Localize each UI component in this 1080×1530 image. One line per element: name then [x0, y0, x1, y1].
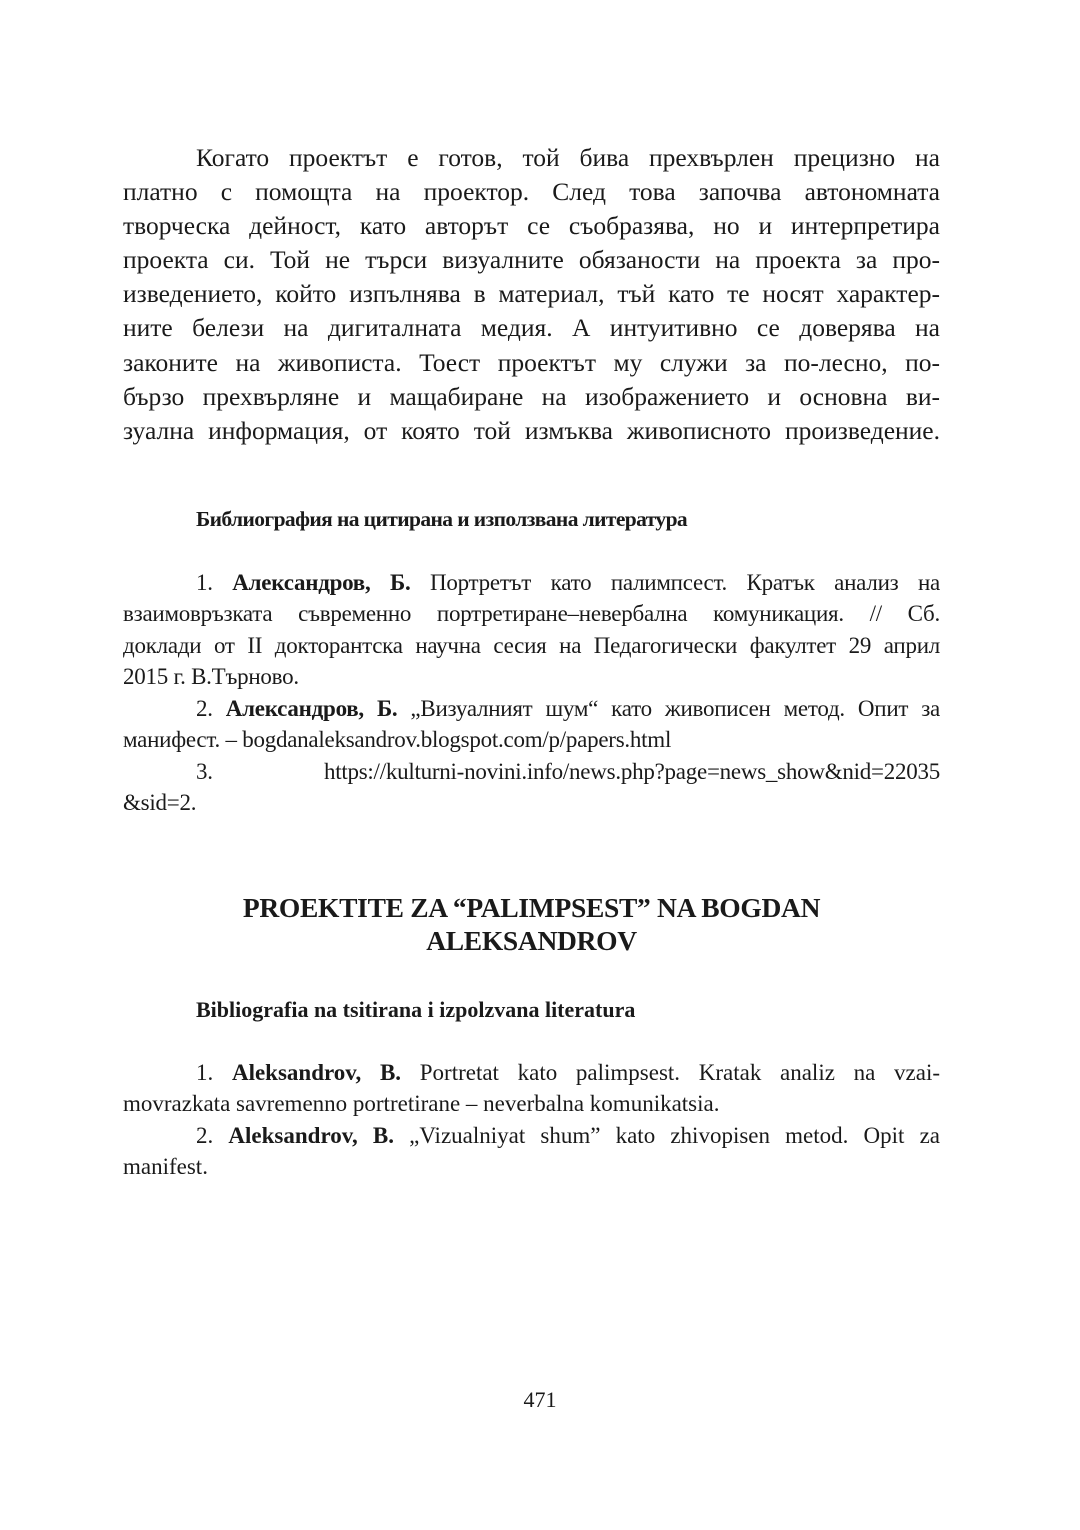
body-line: проекта си. Той не търси визуалните обязаности на проекта за про-: [123, 245, 940, 275]
bib-number: 3.: [196, 758, 213, 784]
bib-number: 2.: [196, 1122, 214, 1148]
title-line-2: ALEKSANDROV: [426, 924, 637, 956]
page-number: 471: [523, 1387, 557, 1412]
body-line: ните белези на дигиталната медия. А интуитивно се доверява на: [123, 313, 940, 343]
bib-line: movrazkata savremenno portretirane – neverbalna komunikatsia.: [123, 1091, 720, 1117]
bib-line: [123, 1057, 940, 1089]
bibliography-item: [123, 756, 940, 819]
body-line: изведението, който изпълнява в материал, тъй като те носят характер-: [123, 279, 940, 309]
title-line-1: PROEKTITE ZA “PALIMPSEST” NA BOGDAN: [242, 891, 821, 923]
bib-text: Portretat kato palimpsest. Kratak analiz na vzai-: [401, 1059, 940, 1085]
body-line: творческа дейност, като авторът се съобразява, но и интерпретира: [123, 211, 940, 241]
body-line: зуална информация, от която той измъква живописното произведение.: [123, 415, 940, 445]
body-line: законите на живописта. Тоест проектът му служи за по-лесно, по-: [123, 347, 940, 377]
bibliography-heading-latin: Bibliografia na tsitirana i izpolzvana literatura: [196, 996, 636, 1022]
bibliography-list: [123, 567, 940, 819]
bib-author: Aleksandrov, B.: [228, 1122, 394, 1148]
bib-number: 1.: [196, 569, 213, 595]
page-content: [123, 141, 940, 1183]
bib-number: 1.: [196, 1059, 214, 1085]
bib-line: взаимовръзката съвременно портретиране–невербална комуникация. // Сб.: [123, 601, 940, 627]
bib-text: „Визуалният шум“ като живописен метод. Опит за: [397, 695, 941, 721]
bibliography-heading: Библиография на цитирана и използвана литература: [196, 506, 688, 531]
bib-number: 2.: [196, 695, 213, 721]
bib-author: Александров, Б.: [225, 695, 398, 721]
bibliography-item: [123, 1057, 940, 1120]
bib-line: &sid=2.: [123, 790, 197, 816]
bib-line: [123, 756, 940, 788]
bibliography-item: [123, 693, 940, 756]
bibliography-item: [123, 1120, 940, 1183]
bib-author: Aleksandrov, B.: [231, 1059, 402, 1085]
bib-text: „Vizualniyat shum” kato zhivopisen metod. Opit za: [393, 1122, 941, 1148]
body-paragraph: [123, 141, 940, 448]
bibliography-list-latin: [123, 1057, 940, 1183]
bib-author: Александров, Б.: [232, 569, 411, 595]
bib-line: манифест. – bogdanaleksandrov.blogspot.com/p/papers.html: [123, 727, 672, 753]
body-line: Когато проектът е готов, той бива прехвърлен прецизно на: [196, 143, 940, 172]
bibliography-item: [123, 567, 940, 693]
bib-text: https://kulturni-novini.info/news.php?page=news_show&nid=22035: [323, 758, 940, 784]
bib-line: manifest.: [123, 1154, 208, 1180]
section-title: [123, 891, 940, 957]
body-line: платно с помощта на проектор. След това започва автономната: [123, 177, 940, 207]
body-line: бързо прехвърляне и мащабиране на изображението и основна ви-: [123, 381, 940, 411]
bib-line: 2015 г. В.Търново.: [123, 664, 299, 690]
bib-line: [123, 1120, 940, 1152]
bib-text: Портретът като палимпсест. Кратък анализ на: [410, 569, 941, 595]
bib-line: доклади от II докторантска научна сесия на Педагогически факултет 29 април: [123, 632, 940, 658]
bib-line: [123, 567, 940, 599]
bib-line: [123, 693, 940, 725]
